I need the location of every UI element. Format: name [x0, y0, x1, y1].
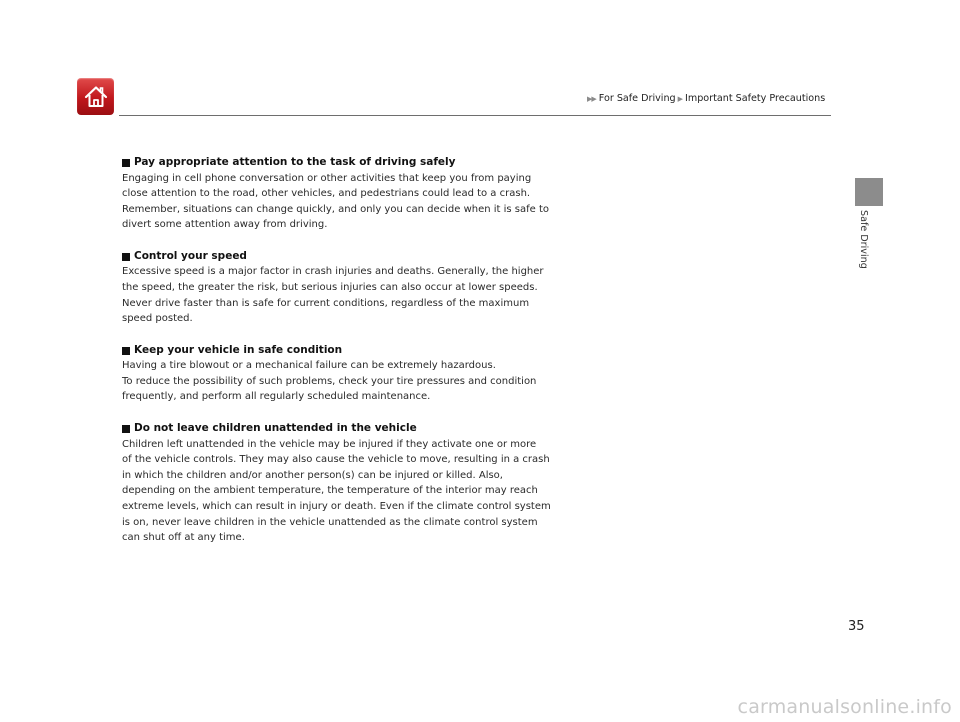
main-content — [122, 155, 562, 562]
breadcrumb-important-safety-precautions[interactable]: Important Safety Precautions — [685, 93, 826, 104]
section-title — [122, 421, 562, 437]
breadcrumb-for-safe-driving[interactable]: For Safe Driving — [598, 93, 676, 104]
section-body: Excessive speed is a major factor in crash injuries and deaths. Generally, the higher the speed, the greater the risk, but serious injuries can also occur at lower speeds. Never drive faster than is safe for current conditions, regardless of the maximum speed posted. — [122, 266, 544, 325]
chapter-tab-marker[interactable] — [855, 178, 883, 206]
header-divider — [119, 115, 831, 116]
breadcrumb-arrow-icon: ▶▶ — [587, 95, 596, 103]
watermark: carmanualsonline.info — [737, 696, 952, 718]
section-attention — [122, 155, 562, 233]
section-body: Having a tire blowout or a mechanical failure can be extremely hazardous. To reduce the possibility of such problems, check your tire pressures and condition frequently, and perform all regularly scheduled maintenance. — [122, 360, 537, 403]
section-title-text: Keep your vehicle in safe condition — [134, 343, 343, 356]
section-title-text: Control your speed — [134, 249, 247, 262]
section-title — [122, 249, 562, 265]
bullet-square-icon — [122, 347, 130, 355]
bullet-square-icon — [122, 253, 130, 261]
section-body: Children left unattended in the vehicle may be injured if they activate one or more of the vehicle controls. They may also cause the vehicle to move, resulting in a crash in which the children and/or another person(s) can be injured or killed. Also, depending on the ambient temperature, the temperature of the interior may reach extreme levels, which can result in injury or death. Even if the climate control system is on, never leave children in the vehicle unattended as the climate control system can shut off at any time. — [122, 438, 551, 544]
chapter-tab-label: Safe Driving — [858, 210, 869, 269]
home-icon — [82, 83, 110, 111]
section-children — [122, 421, 562, 546]
section-title — [122, 155, 562, 171]
section-vehicle-condition — [122, 343, 562, 405]
bullet-square-icon — [122, 425, 130, 433]
breadcrumb-separator-icon: ▶ — [677, 95, 684, 103]
home-button[interactable] — [77, 78, 114, 115]
page-number: 35 — [848, 619, 865, 634]
breadcrumb — [587, 93, 825, 105]
section-title-text: Pay appropriate attention to the task of driving safely — [134, 156, 456, 168]
bullet-square-icon — [122, 159, 130, 167]
section-title-text: Do not leave children unattended in the vehicle — [134, 422, 417, 435]
section-title — [122, 343, 562, 359]
section-body: Engaging in cell phone conversation or other activities that keep you from paying close attention to the road, other vehicles, and pedestrians could lead to a crash. Remember, situations can change quickly, and only you can decide when it is safe to divert some attention away from driving. — [122, 172, 550, 231]
section-speed — [122, 249, 562, 327]
